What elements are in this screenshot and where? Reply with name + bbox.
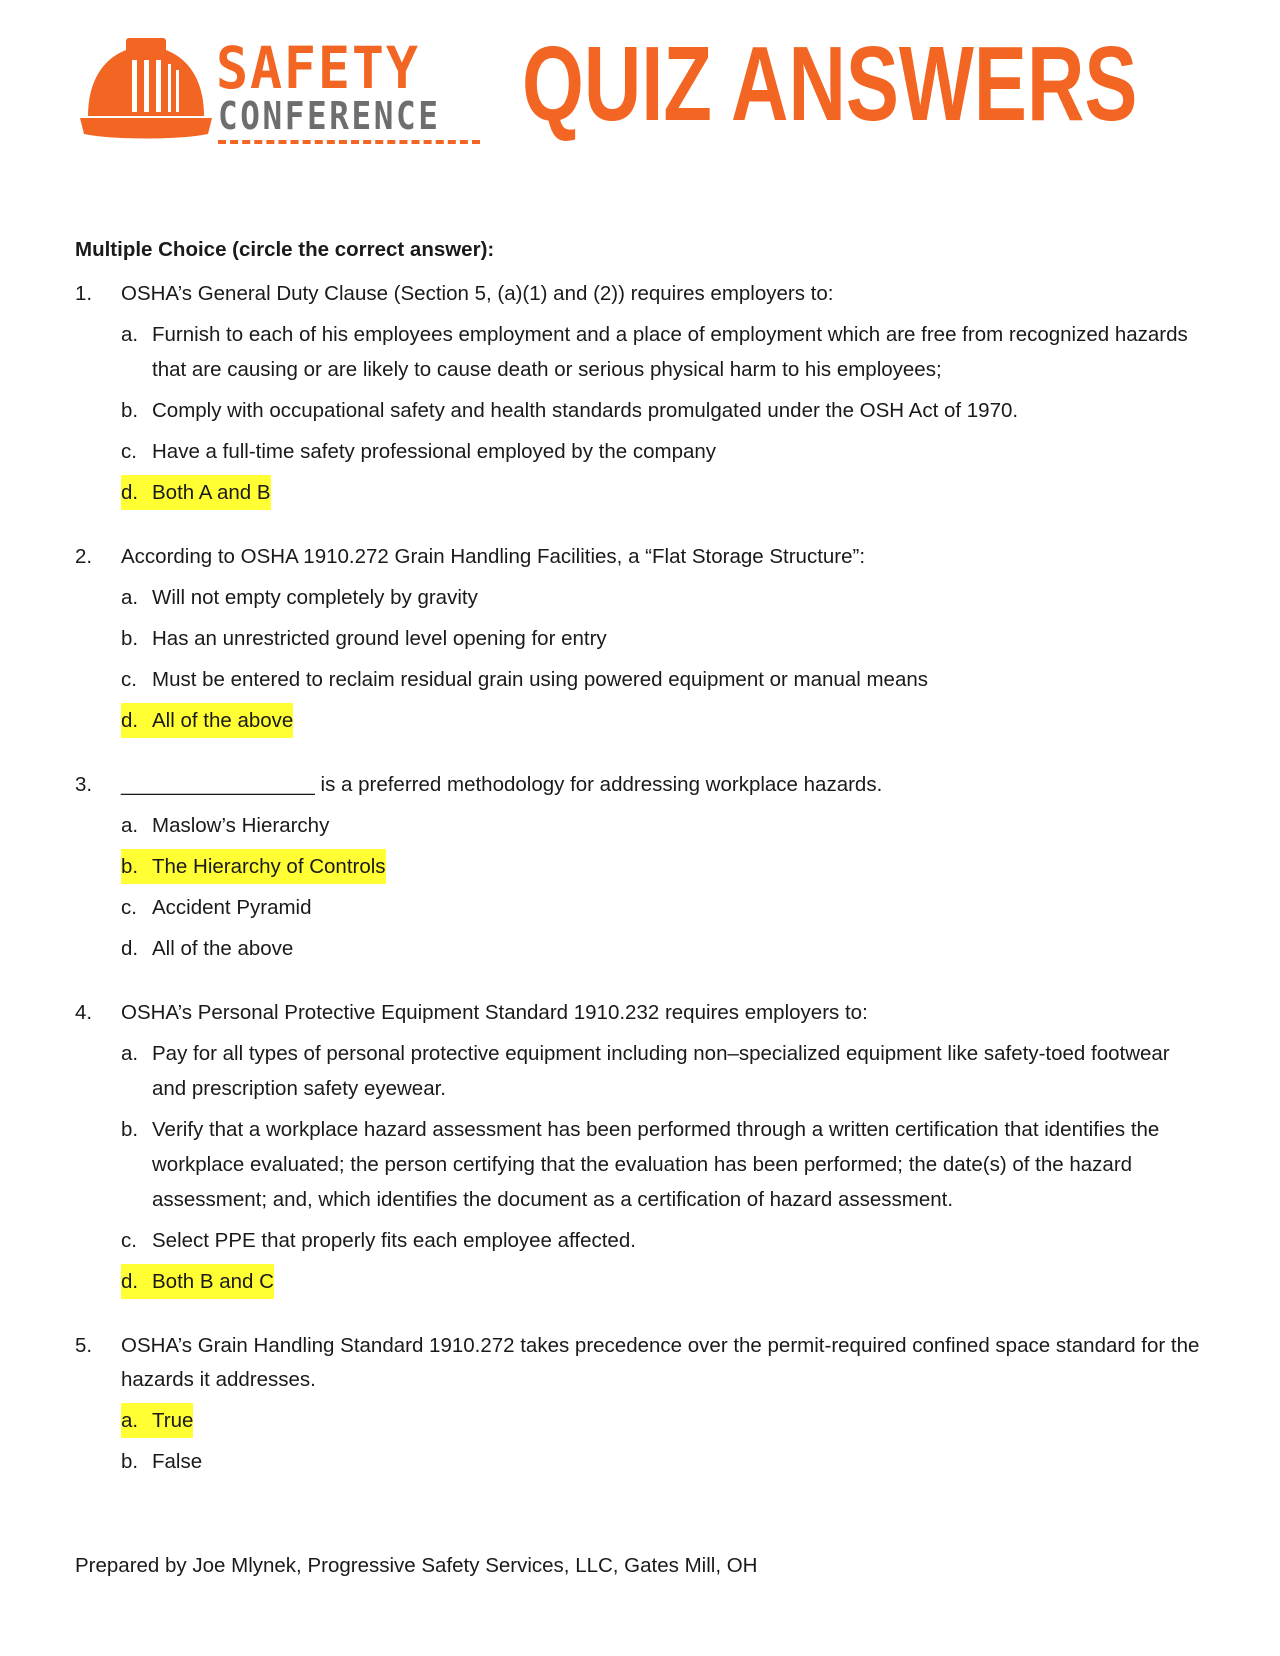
answer-option: [121, 1444, 1205, 1479]
question-number: 5.: [75, 1334, 93, 1357]
option-letter: a.: [121, 814, 139, 837]
question-list: [75, 277, 1205, 1479]
option-letter: b.: [121, 399, 139, 422]
quiz-content: [75, 235, 1205, 1485]
logo-conference-text: CONFERENCE: [218, 94, 441, 138]
answer-options: [121, 1036, 1205, 1299]
footer-credit: Prepared by Joe Mlynek, Progressive Safety Services, LLC, Gates Mill, OH: [75, 1554, 758, 1577]
question-block: [75, 540, 1205, 768]
option-letter: a.: [121, 323, 139, 346]
question-row: [75, 277, 1205, 311]
option-letter: d.: [121, 703, 152, 738]
option-letter: c.: [121, 1229, 137, 1252]
correct-answer-option: [121, 1264, 274, 1299]
question-text: According to OSHA 1910.272 Grain Handling Facilities, a “Flat Storage Structure”:: [121, 545, 866, 568]
option-text: Both B and C: [152, 1264, 274, 1299]
option-letter: b.: [121, 1118, 139, 1141]
answer-option: [121, 580, 1205, 615]
correct-answer-option: [121, 703, 293, 738]
question-text: OSHA’s Personal Protective Equipment Standard 1910.232 requires employers to:: [121, 1001, 868, 1024]
option-text: Will not empty completely by gravity: [152, 586, 478, 609]
question-spacer: [75, 1305, 1205, 1329]
page-header: [0, 0, 1280, 170]
logo-dashed-rule: [218, 140, 480, 144]
option-text: Must be entered to reclaim residual grain using powered equipment or manual means: [152, 668, 929, 691]
answer-option: [121, 1223, 1205, 1258]
option-text: Verify that a workplace hazard assessment has been performed through a written certification that identifies the workplace evaluated; the person certifying that the evaluation has been performed; the date(s) of the hazard assessment; and, which identifies the document as a certification of hazard assessment.: [152, 1118, 1160, 1211]
question-block: [75, 996, 1205, 1329]
option-text: Accident Pyramid: [152, 896, 312, 919]
question-number: 3.: [75, 773, 93, 796]
option-letter: b.: [121, 1450, 139, 1473]
option-text: Select PPE that properly fits each employee affected.: [152, 1229, 636, 1252]
option-letter: d.: [121, 475, 152, 510]
question-row: [75, 996, 1205, 1030]
answer-option: [121, 621, 1205, 656]
question-spacer: [75, 744, 1205, 768]
question-row: [75, 768, 1205, 802]
section-title: Multiple Choice (circle the correct answer):: [75, 238, 495, 261]
question-text: OSHA’s General Duty Clause (Section 5, (a)(1) and (2)) requires employers to:: [121, 282, 834, 305]
safety-conference-logo: [80, 34, 500, 154]
question-row: [75, 540, 1205, 574]
option-letter: b.: [121, 627, 139, 650]
option-letter: d.: [121, 1264, 152, 1299]
option-text: Maslow’s Hierarchy: [152, 814, 330, 837]
answer-option: [121, 317, 1205, 387]
answer-options: [121, 1403, 1205, 1479]
answer-option: [121, 662, 1205, 697]
option-text: All of the above: [152, 937, 294, 960]
answer-options: [121, 808, 1205, 966]
answer-option: [121, 434, 1205, 469]
answer-option: [121, 890, 1205, 925]
option-text: All of the above: [152, 703, 293, 738]
option-text: True: [152, 1403, 193, 1438]
question-text: _________________ is a preferred methodology for addressing workplace hazards.: [121, 773, 883, 796]
option-text: Has an unrestricted ground level opening for entry: [152, 627, 607, 650]
option-letter: a.: [121, 586, 139, 609]
question-number: 2.: [75, 545, 93, 568]
question-block: [75, 277, 1205, 540]
answer-option: [121, 393, 1205, 428]
option-letter: d.: [121, 937, 139, 960]
option-text: The Hierarchy of Controls: [152, 849, 386, 884]
question-number: 1.: [75, 282, 93, 305]
option-text: Both A and B: [152, 475, 271, 510]
answer-option: [121, 808, 1205, 843]
option-letter: a.: [121, 1403, 152, 1438]
option-text: False: [152, 1450, 203, 1473]
question-text: OSHA’s Grain Handling Standard 1910.272 takes precedence over the permit-required confined space standard for the hazards it addresses.: [121, 1334, 1200, 1391]
option-text: Have a full-time safety professional employed by the company: [152, 440, 717, 463]
option-text: Furnish to each of his employees employment and a place of employment which are free from recognized hazards that are causing or are likely to cause death or serious physical harm to his employees;: [152, 323, 1188, 381]
option-letter: c.: [121, 896, 137, 919]
option-letter: c.: [121, 440, 137, 463]
question-row: [75, 1329, 1205, 1397]
page-title: QUIZ ANSWERS: [522, 25, 1138, 143]
question-block: [75, 768, 1205, 996]
question-spacer: [75, 972, 1205, 996]
hard-hat-icon: [80, 34, 212, 142]
answer-options: [121, 317, 1205, 510]
question-number: 4.: [75, 1001, 93, 1024]
answer-options: [121, 580, 1205, 738]
question-block: [75, 1329, 1205, 1479]
option-text: Comply with occupational safety and health standards promulgated under the OSH Act of 1970.: [152, 399, 1019, 422]
correct-answer-option: [121, 475, 271, 510]
correct-answer-option: [121, 849, 386, 884]
question-spacer: [75, 516, 1205, 540]
option-letter: c.: [121, 668, 137, 691]
answer-option: [121, 1036, 1205, 1106]
answer-option: [121, 931, 1205, 966]
logo-safety-text: SAFETY: [216, 34, 420, 102]
option-text: Pay for all types of personal protective equipment including non–specialized equipment like safety-toed footwear and prescription safety eyewear.: [152, 1042, 1170, 1100]
correct-answer-option: [121, 1403, 193, 1438]
option-letter: b.: [121, 849, 152, 884]
answer-option: [121, 1112, 1205, 1217]
option-letter: a.: [121, 1042, 139, 1065]
